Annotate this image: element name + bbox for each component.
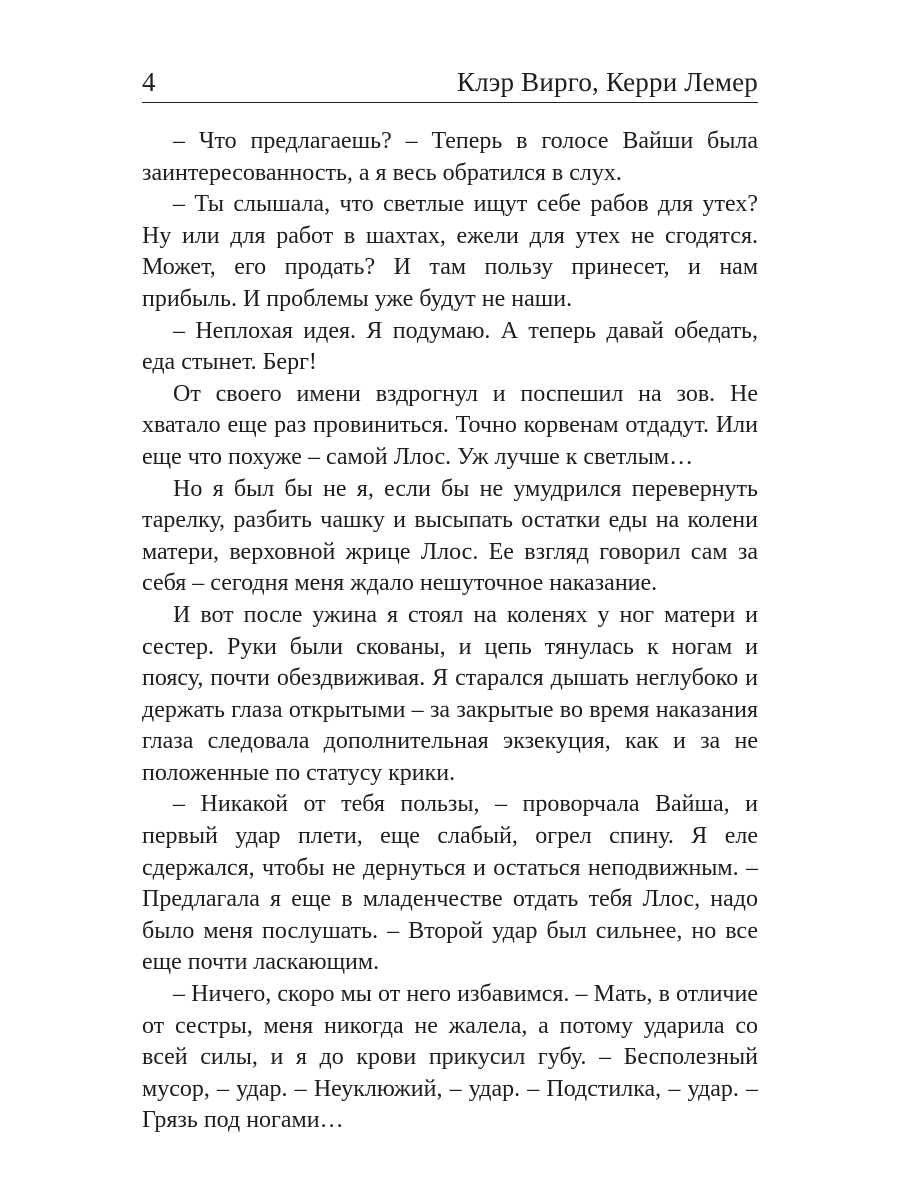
paragraph: И вот после ужина я стоял на коленях у ног матери и сестер. Руки были скованы, и цепь тянулась к ногам и поясу, почти обездвиживая. Я старался дышать неглубоко и держать глаза открытыми – за закрытые во время наказания глаза следовала дополнительная экзекуция, как и за не положенные по статусу крики. [142, 601, 758, 786]
paragraph: – Неплохая идея. Я подумаю. А теперь давай обедать, еда стынет. Берг! [142, 317, 758, 376]
page-number: 4 [142, 67, 156, 97]
paragraph: От своего имени вздрогнул и поспешил на зов. Не хватало еще раз провиниться. Точно корвенам отдадут. Или еще что похуже – самой Ллос. Уж лучше к светлым… [142, 380, 758, 470]
book-title-authors: Клэр Вирго, Керри Лемер [456, 67, 758, 97]
paragraph: Но я был бы не я, если бы не умудрился перевернуть тарелку, разбить чашку и высыпать остатки еды на колени матери, верховной жрице Ллос. Ее взгляд говорил сам за себя – сегодня меня ждало нешуточное наказание. [142, 475, 758, 597]
paragraph: – Никакой от тебя пользы, – проворчала Вайша, и первый удар плети, еще слабый, огрел спину. Я еле сдержался, чтобы не дернуться и остаться неподвижным. – Предлагала я еще в младенчестве отдать тебя Ллос, надо было меня послушать. – Второй удар был сильнее, но все еще почти ласкающим. [142, 791, 758, 976]
paragraph: – Ничего, скоро мы от него избавимся. – Мать, в отличие от сестры, меня никогда не жалела, а потому ударила со всей силы, и я до крови прикусил губу. – Бесполезный мусор, – удар. – Неуклюжий, – удар. – Подстилка, – удар. – Грязь под ногами… [142, 981, 758, 1134]
paragraph: – Что предлагаешь? – Теперь в голосе Вайши была заинтересованность, а я весь обратился в слух. [142, 128, 758, 186]
paragraph: – Ты слышала, что светлые ищут себе рабов для утех? Ну или для работ в шахтах, ежели для утех не сгодятся. Может, его продать? И там пользу принесет, и нам прибыль. И проблемы уже будут не наши. [142, 191, 758, 312]
running-header [142, 58, 758, 103]
body-text [142, 126, 758, 1137]
